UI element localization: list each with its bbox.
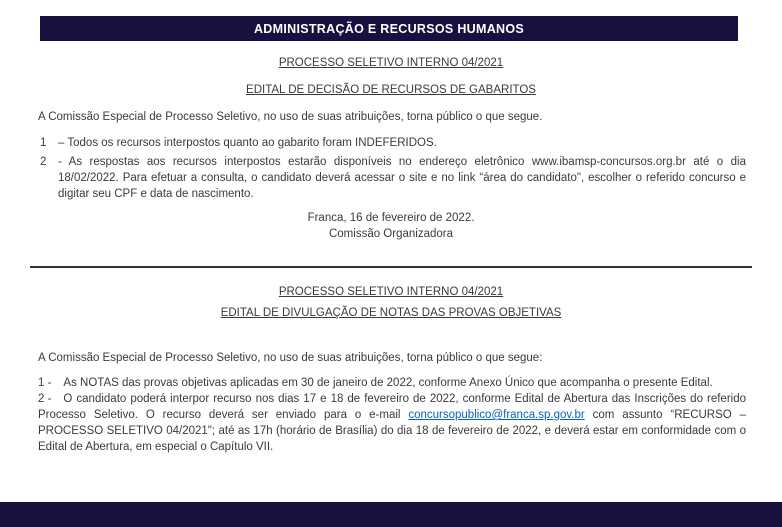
s2-item-1-number: 1 - bbox=[38, 377, 52, 389]
section-gabaritos bbox=[0, 56, 782, 242]
section-divider bbox=[30, 266, 752, 268]
s2-item-2-text-before-link: O candidato poderá interpor recurso nos dias 17 e 18 de fevereiro de 2022, conforme Edital de Abertura das Inscrições do referido Processo Seletivo. O recurso deverá ser enviado para o e-mail bbox=[38, 393, 746, 421]
footer-bar bbox=[0, 502, 782, 527]
header-title: ADMINISTRAÇÃO E RECURSOS HUMANOS bbox=[253, 21, 525, 36]
s2-item-2-number: 2 - bbox=[38, 393, 52, 405]
s2-list-item-1 bbox=[38, 375, 746, 391]
s2-item-1-text: As NOTAS das provas objetivas aplicadas em 30 de janeiro de 2022, conforme Anexo Único que acompanha o presente Edital. bbox=[63, 377, 713, 389]
header-bar bbox=[40, 16, 738, 41]
s1-list-item-1 bbox=[40, 135, 746, 151]
s1-item-1-number: 1 bbox=[40, 137, 47, 149]
s2-intro-paragraph: A Comissão Especial de Processo Seletivo, no uso de suas atribuições, torna público o que segue: bbox=[38, 352, 543, 364]
s1-heading-edital-decisao: EDITAL DE DECISÃO DE RECURSOS DE GABARITOS bbox=[246, 84, 536, 96]
s1-item-1-text: – Todos os recursos interpostos quanto ao gabarito foram INDEFERIDOS. bbox=[58, 137, 437, 149]
s2-heading-edital-divulgacao: EDITAL DE DIVULGAÇÃO DE NOTAS DAS PROVAS OBJETIVAS bbox=[220, 307, 562, 319]
s2-item-2-text-after-link: com assunto “RECURSO – PROCESSO SELETIVO 04/2021"; até as 17h (horário de Brasília) do dia 18 de fevereiro de 2022, e deverá estar em conformidade com o Edital de Abertura, em especial o Capítulo VII. bbox=[38, 409, 747, 453]
s1-signature-line: Comissão Organizadora bbox=[328, 228, 453, 240]
email-link[interactable]: concursopublico@franca.sp.gov.br bbox=[408, 409, 585, 421]
s1-list-item-2 bbox=[40, 154, 746, 202]
section-notas bbox=[0, 285, 782, 455]
s2-list-item-2 bbox=[38, 391, 746, 455]
s2-heading-processo-seletivo: PROCESSO SELETIVO INTERNO 04/2021 bbox=[278, 286, 504, 298]
s1-item-2-text: - As respostas aos recursos interpostos estarão disponíveis no endereço eletrônico www.ibamsp-concursos.org.br até o dia 18/02/2022. Para efetuar a consulta, o candidato deverá acessar o site e no link “área do candidato", escolher o referido concurso e digitar seu CPF e data de nascimento. bbox=[58, 156, 746, 200]
s1-item-2-number: 2 bbox=[40, 156, 47, 168]
s1-date-line: Franca, 16 de fevereiro de 2022. bbox=[307, 212, 475, 224]
s1-heading-processo-seletivo: PROCESSO SELETIVO INTERNO 04/2021 bbox=[278, 57, 504, 69]
s1-intro-paragraph: A Comissão Especial de Processo Seletivo, no uso de suas atribuições, torna público o que segue. bbox=[38, 111, 543, 123]
